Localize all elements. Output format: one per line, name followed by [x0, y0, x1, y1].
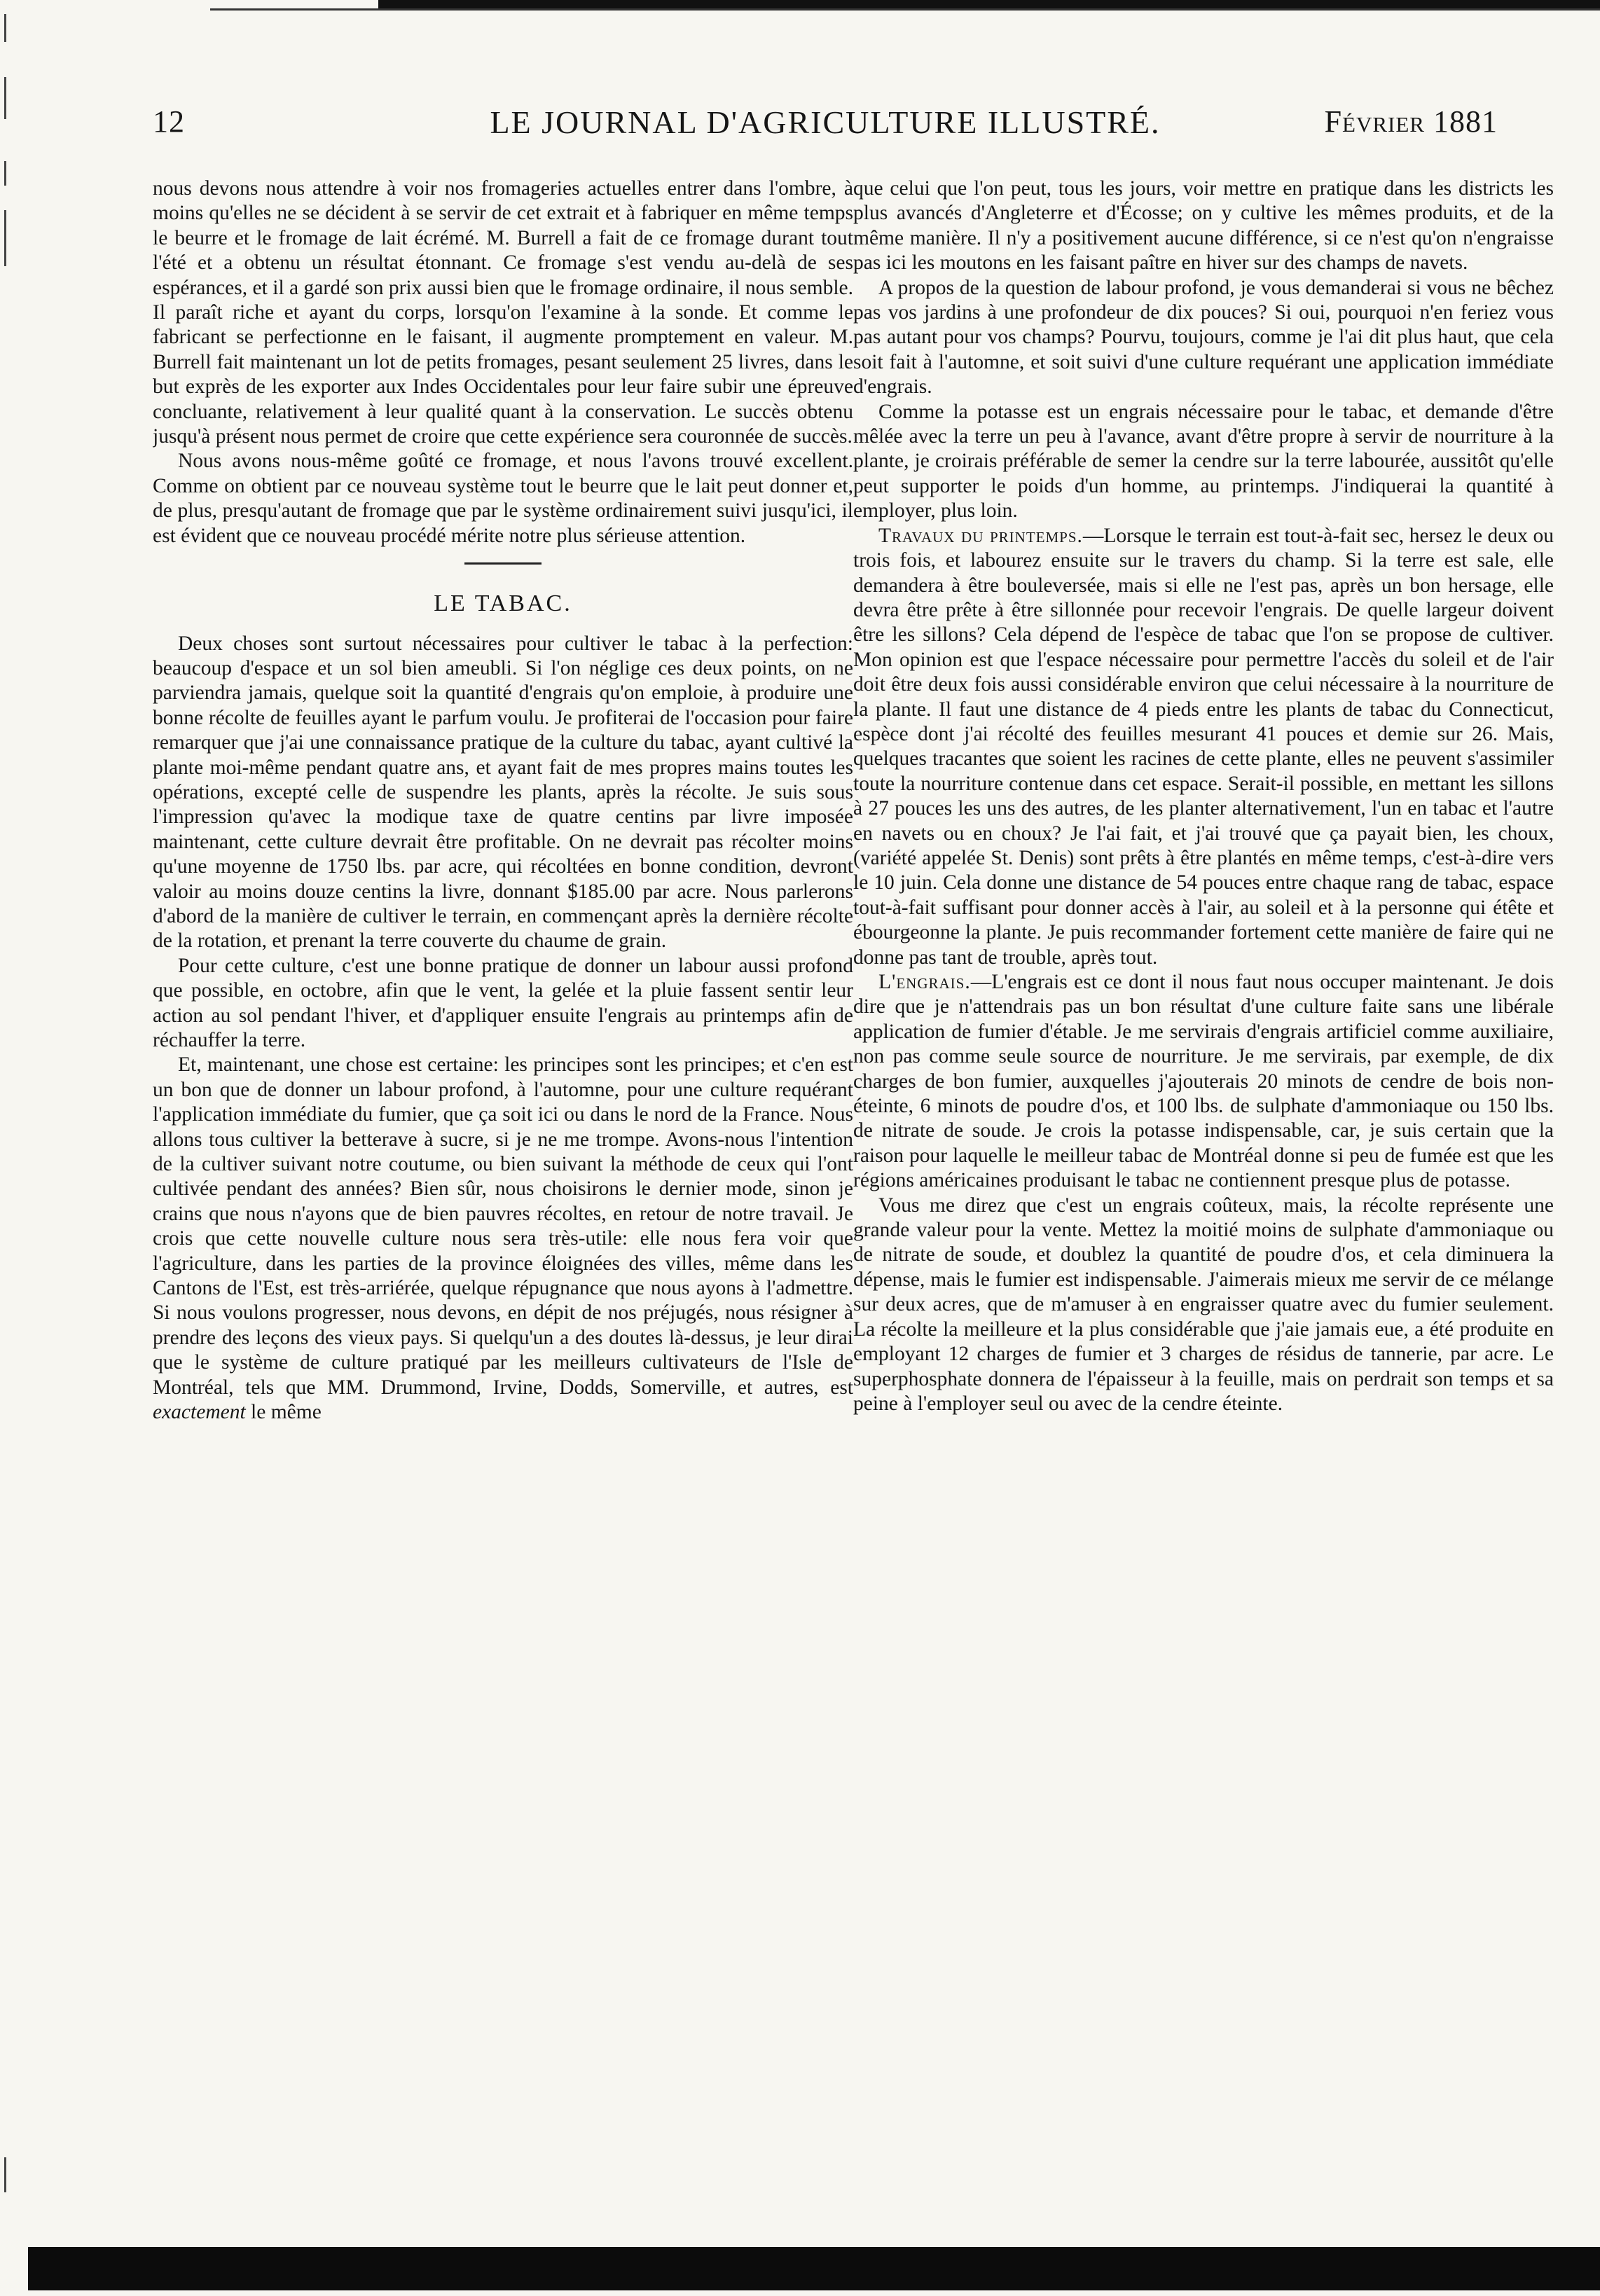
- top-border-thin-rule: [210, 8, 1600, 11]
- left-column: [153, 177, 853, 2201]
- section-title: LE TABAC.: [434, 590, 572, 617]
- emphasis-text: exactement: [153, 1401, 246, 1424]
- page-number: 12: [153, 104, 185, 139]
- paragraph-text: Et, maintenant, une chose est certaine: les principes sont les principes; et c'en est un bon que de donner un labour profond, à l'automne, pour une culture requérant l'application immédiate du fumier, que ça soit ici ou dans le nord de la France. Nous allons tous cultiver la betterave à sucre, si je ne me trompe. Avons-nous l'intention de la cultiver suivant notre coutume, ou bien suivant la méthode de ceux qui l'ont cultivée pendant des années? Bien sûr, nous choisirons le dernier mode, sinon je crains que nous n'ayons que de bien pauvres récoltes, en retour de notre travail. Je crois que cette nouvelle culture nous sera très-utile: elle nous fera voir que l'agriculture, dans les parties de la province éloignées des villes, même dans les Cantons de l'Est, est très-arriérée, quelque répugnance que nous ayons à l'admettre. Si nous voulons progresser, nous devons, en dépit de nos préjugés, nous résigner à prendre des leçons des vieux pays. Si quelqu'un a des doutes là-dessus, je leur dirai que le système de culture pratiqué par les meilleurs cultivateurs de l'Isle de Montréal, tels que MM. Drummond, Irvine, Dodds, Somerville, et autres, est: [153, 1053, 853, 1399]
- paragraph: Nous avons nous-même goûté ce fromage, et nous l'avons trouvé excellent. Comme on obtient par ce nouveau système tout le beurre que le lait peut donner et, de plus, presqu'autant de fromage que par le système ordinairement suivi jusqu'ici, il est évident que ce nouveau procédé mérite notre plus sérieuse attention.: [153, 450, 853, 547]
- section-divider: [464, 562, 542, 565]
- right-column: [853, 177, 1554, 2201]
- paragraph: Vous me direz que c'est un engrais coûteux, mais, la récolte représente une grande valeur pour la vente. Mettez la moitié moins de sulphate d'ammoniaque ou de nitrate de soude, et doublez la quantité de poudre d'os, et cela diminuera la dépense, mais le fumier est indispensable. J'aimerais mieux me servir de ce mélange sur deux acres, que de m'amuser à en engraisser quatre avec du fumier seulement. La récolte la meilleure et la plus considérable que j'aie jamais eue, a été produite en employant 12 charges de fumier et 3 charges de résidus de tannerie, par acre. Le superphosphate donnera de l'épaisseur à la feuille, mais on perdrait son temps et sa peine à l'employer seul ou avec de la cendre éteinte.: [853, 1194, 1554, 1415]
- journal-title: LE JOURNAL D'AGRICULTURE ILLUSTRÉ.: [490, 104, 1161, 140]
- top-border-rule: [378, 0, 1600, 8]
- paragraph-text: le même: [251, 1401, 322, 1424]
- paragraph: A propos de la question de labour profond, je vous demanderai si vous ne bêchez pas vos jardins à une profondeur de dix pouces? Si oui, pourquoi n'en feriez vous pas autant pour vos champs? Pourvu, toujours, comme je l'ai dit plus haut, que cela soit fait à l'automne, et soit suivi d'une culture requérant une application immédiate d'engrais.: [853, 276, 1554, 399]
- paragraph-text: —Lorsque le terrain est tout-à-fait sec, hersez le deux ou trois fois, et labourez ensuite sur le travers du champ. Si la terre est sale, elle demandera à être bouleversée, mais si elle ne l'est pas, après un bon hersage, elle devra être prête à être sillonnée pour recevoir l'engrais. De quelle largeur doivent être les sillons? Cela dépend de l'espèce de tabac que l'on se propose de cultiver. Mon opinion est que l'espace nécessaire pour permettre l'accès du soleil et de l'air doit être deux fois aussi considérable environ que celui nécessaire à la nourriture de la plante. Il faut une distance de 4 pieds entre les plants de tabac du Connecticut, espèce dont j'ai récolté des feuilles mesurant 41 pouces et demie sur 26. Mais, quelques tracantes que soient les racines de cette plante, elles ne peuvent s'assimiler toute la nourriture contenue dans cet espace. Serait-il possible, en mettant les sillons à 27 pouces les uns des autres, de les planter alternativement, l'un en tabac et l'autre en navets ou en choux? Je l'ai fait, et j'ai trouvé que ça payait bien, les choux, (variété appelée St. Denis) sont prêts à être plantés en même temps, c'est-à-dire vers le 10 juin. Cela donne une distance de 54 pouces entre chaque rang de tabac, espace tout-à-fait suffisant pour donner accès à l'air, au soleil et à la personne qui étête et ébourgeonne la plante. Je puis recommander fortement cette manière de faire qui ne donne pas tant de trouble, après tout.: [853, 524, 1554, 969]
- paragraph: que celui que l'on peut, tous les jours, voir mettre en pratique dans les districts les plus avancés d'Angleterre et d'Écosse; on y cultive les mêmes produits, et de la même manière. Il n'y a positivement aucune différence, si ce n'est qu'on n'engraisse pas ici les moutons en les faisant paître en hiver sur des champs de navets.: [853, 177, 1554, 275]
- paragraph: [853, 970, 1554, 1194]
- subsection-heading: L'engrais.: [878, 971, 971, 993]
- scan-edge-marks: [0, 0, 21, 2296]
- paragraph: [853, 524, 1554, 970]
- paragraph: [153, 1053, 853, 1425]
- page-header: [153, 104, 1498, 160]
- paragraph: nous devons nous attendre à voir nos fromageries actuelles entrer dans l'ombre, à moins qu'elles ne se décident à se servir de cet extrait et à fabriquer en même temps le beurre et le fromage de lait écrémé. M. Burrell a fait de ce fromage durant tout l'été et a obtenu un résultat étonnant. Ce fromage s'est vendu au-delà de ses espérances, et il a gardé son prix aussi bien que le fromage ordinaire, il nous semble. Il paraît riche et ayant du corps, lorsqu'on l'examine à la sonde. Et comme le fabricant se perfectionne en le faisant, il augmente promptement en valeur. M. Burrell fait maintenant un lot de petits fromages, pesant seulement 25 livres, dans le but exprès de les exporter aux Indes Occidentales pour leur faire subir une épreuve concluante, relativement à leur qualité quant à la conservation. Le succès obtenu jusqu'à présent nous permet de croire que cette expérience sera couronnée de succès.: [153, 177, 853, 448]
- paragraph: Pour cette culture, c'est une bonne pratique de donner un labour aussi profond que possible, en octobre, afin que le vent, la gelée et la pluie fassent sentir leur action au sol pendant l'hiver, et d'appliquer ensuite l'engrais au printemps afin de réchauffer la terre.: [153, 954, 853, 1051]
- paragraph-text: —L'engrais est ce dont il nous faut nous occuper maintenant. Je dois dire que je n'attendrais pas un bon résultat d'une culture faite sans une libérale application de fumier d'étable. Je me servirais d'engrais artificiel comme auxiliaire, non pas comme seule source de nourriture. Je me servirais, par exemple, de dix charges de bon fumier, auxquelles j'ajouterais 20 minots de cendre de bois non-éteinte, 6 minots de poudre d'os, et 100 lbs. de sulphate d'ammoniaque ou 150 lbs. de nitrate de soude. Je crois la potasse indispensable, car, je suis certain que la raison pour laquelle le meilleur tabac de Montréal donne si peu de fumée est que les régions américaines produisant le tabac ne contiennent presque plus de potasse.: [853, 971, 1554, 1192]
- issue-date: Février 1881: [1324, 104, 1498, 139]
- bottom-border-rule: [28, 2247, 1600, 2290]
- paragraph: Deux choses sont surtout nécessaires pour cultiver le tabac à la perfection: beaucoup d'espace et un sol bien ameubli. Si l'on néglige ces deux points, on ne parviendra jamais, quelque soit la quantité d'engrais qu'on emploie, à produire une bonne récolte de feuilles ayant le parfum voulu. Je profiterai de l'occasion pour faire remarquer que j'ai une connaissance pratique de la culture du tabac, ayant cultivé la plante moi-même pendant quatre ans, et ayant fait de mes propres mains toutes les opérations, excepté celle de suspendre les plants, après la récolte. Je suis sous l'impression qu'avec la modique taxe de quatre centins par livre imposée maintenant, cette culture devrait être profitable. On ne devrait pas récolter moins qu'une moyenne de 1750 lbs. par acre, qui récoltées en bonne condition, devront valoir au moins douze centins la livre, donnant $185.00 par acre. Nous parlerons d'abord de la manière de cultiver le terrain, en commençant après la dernière récolte de la rotation, et prenant la terre couverte du chaume de grain.: [153, 632, 853, 953]
- paragraph: Comme la potasse est un engrais nécessaire pour le tabac, et demande d'être mêlée avec la terre un peu à l'avance, avant d'être propre à servir de nourriture à la plante, je croirais préférable de semer la cendre sur la terre labourée, aussitôt qu'elle peut supporter le poids d'un homme, au printemps. J'indiquerai la quantité à employer, plus loin.: [853, 400, 1554, 523]
- subsection-heading: Travaux du printemps.: [878, 524, 1083, 547]
